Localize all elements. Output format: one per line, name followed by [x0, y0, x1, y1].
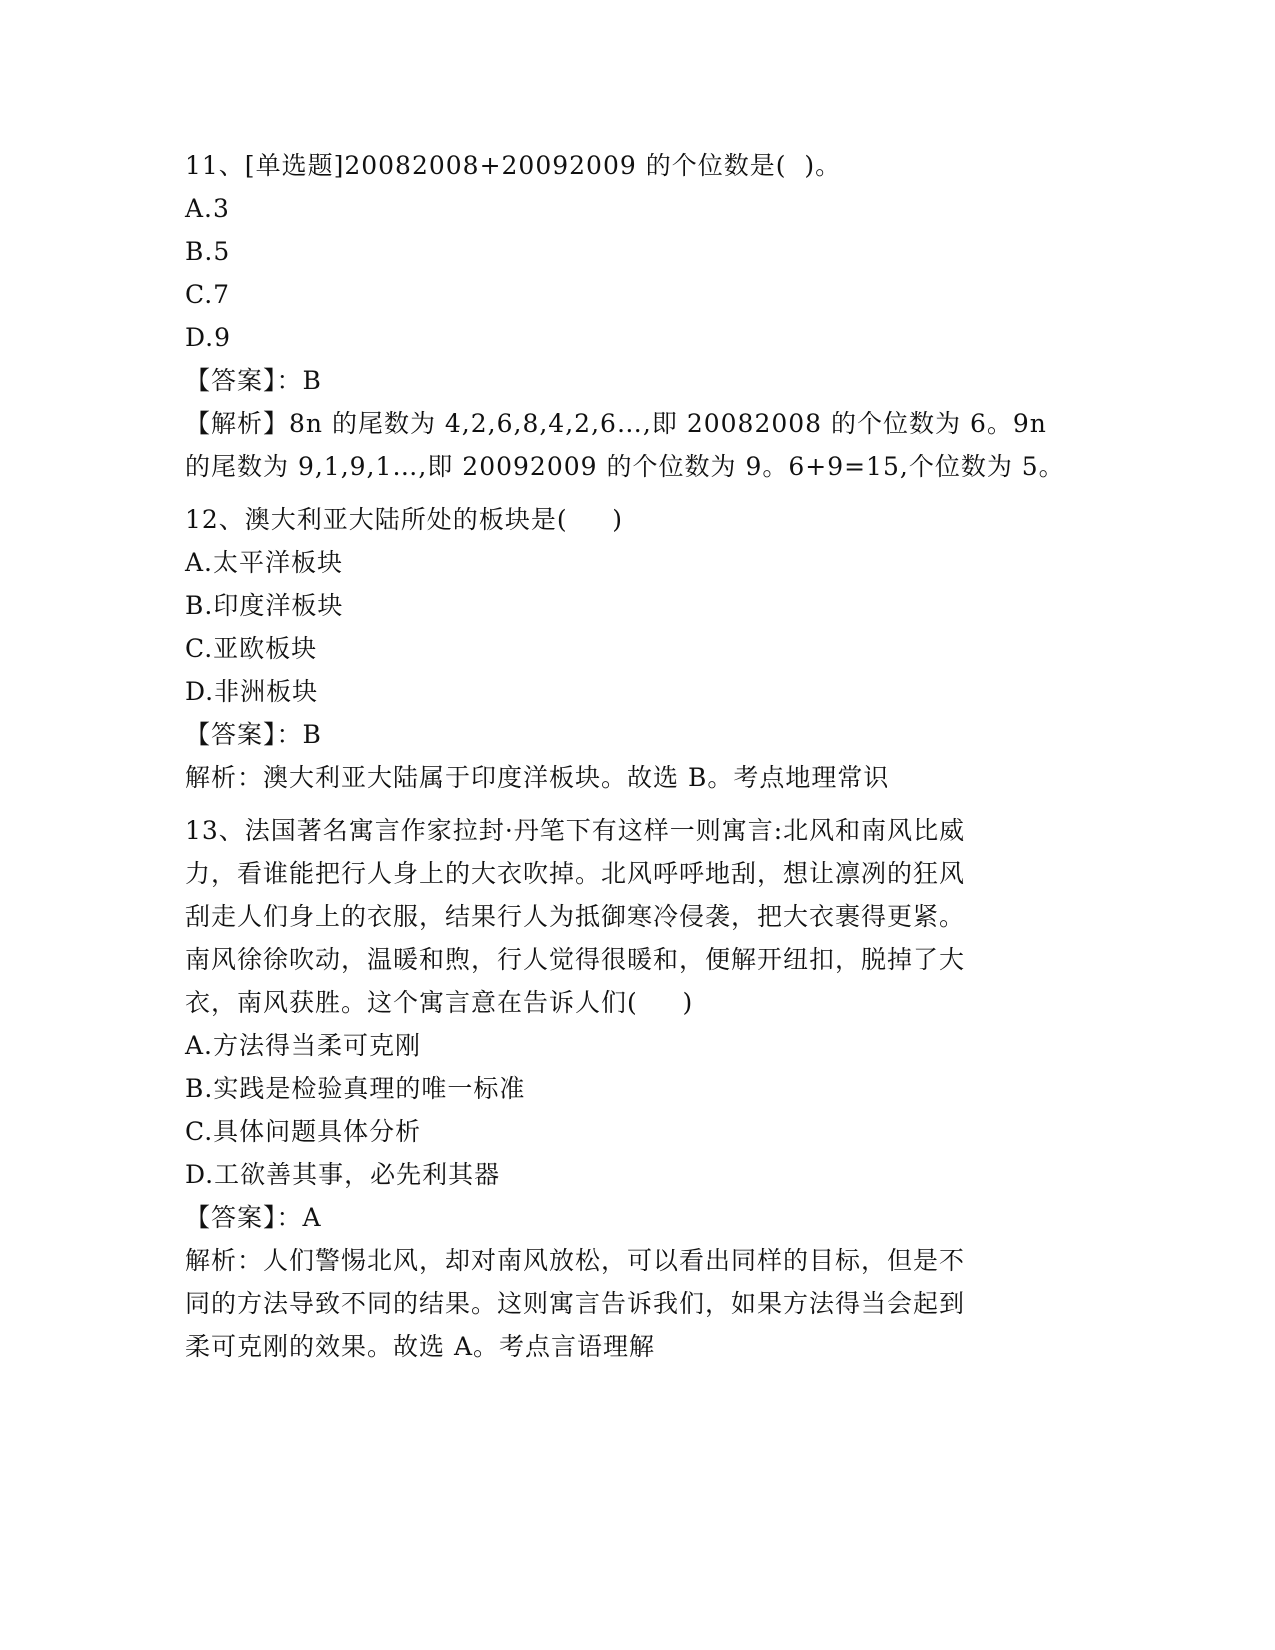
question-stem: 11、[单选题]20082008+20092009 的个位数是( )。 — [185, 151, 842, 180]
question-stem-line: 衣，南风获胜。这个寓言意在告诉人们( ) — [185, 988, 694, 1017]
option-a: A.太平洋板块 — [185, 548, 344, 577]
option-a: A.3 — [185, 194, 230, 223]
question-11 — [185, 144, 1085, 488]
option-a: A.方法得当柔可克刚 — [185, 1031, 422, 1060]
analysis-line: 柔可克刚的效果。故选 A。考点言语理解 — [185, 1332, 656, 1361]
answer: 【答案】：B — [185, 366, 322, 395]
option-c: C.亚欧板块 — [185, 634, 318, 663]
option-c: C.具体问题具体分析 — [185, 1117, 422, 1146]
option-d: D.非洲板块 — [185, 677, 319, 706]
question-stem-line: 力，看谁能把行人身上的大衣吹掉。北风呼呼地刮，想让凛冽的狂风 — [185, 859, 966, 888]
answer: 【答案】：B — [185, 720, 322, 749]
analysis-line: 的尾数为 9,1,9,1…,即 20092009 的个位数为 9。6+9=15,个位数为 5。 — [185, 452, 1065, 481]
question-separator — [185, 488, 1085, 498]
analysis-line: 解析：澳大利亚大陆属于印度洋板块。故选 B。考点地理常识 — [185, 763, 890, 792]
option-c: C.7 — [185, 280, 231, 309]
question-separator — [185, 799, 1085, 809]
analysis-line: 解析：人们警惕北风，却对南风放松，可以看出同样的目标，但是不 — [185, 1246, 966, 1275]
option-b: B.5 — [185, 237, 231, 266]
question-stem: 12、澳大利亚大陆所处的板块是( ) — [185, 505, 624, 534]
question-stem-line: 刮走人们身上的衣服，结果行人为抵御寒冷侵袭，把大衣裹得更紧。 — [185, 902, 966, 931]
question-13 — [185, 809, 1085, 1368]
option-b: B.实践是检验真理的唯一标准 — [185, 1074, 526, 1103]
question-12 — [185, 498, 1085, 799]
question-stem-line: 13、法国著名寓言作家拉封·丹笔下有这样一则寓言:北风和南风比威 — [185, 816, 966, 845]
analysis-line: 同的方法导致不同的结果。这则寓言告诉我们，如果方法得当会起到 — [185, 1289, 966, 1318]
option-d: D.工欲善其事，必先利其器 — [185, 1160, 501, 1189]
question-list — [185, 144, 1085, 1368]
analysis-line: 【解析】8n 的尾数为 4,2,6,8,4,2,6…,即 20082008 的个位数为 6。9n — [185, 409, 1047, 438]
option-b: B.印度洋板块 — [185, 591, 344, 620]
option-d: D.9 — [185, 323, 232, 352]
question-stem-line: 南风徐徐吹动，温暖和煦，行人觉得很暖和，便解开纽扣，脱掉了大 — [185, 945, 966, 974]
answer: 【答案】：A — [185, 1203, 322, 1232]
